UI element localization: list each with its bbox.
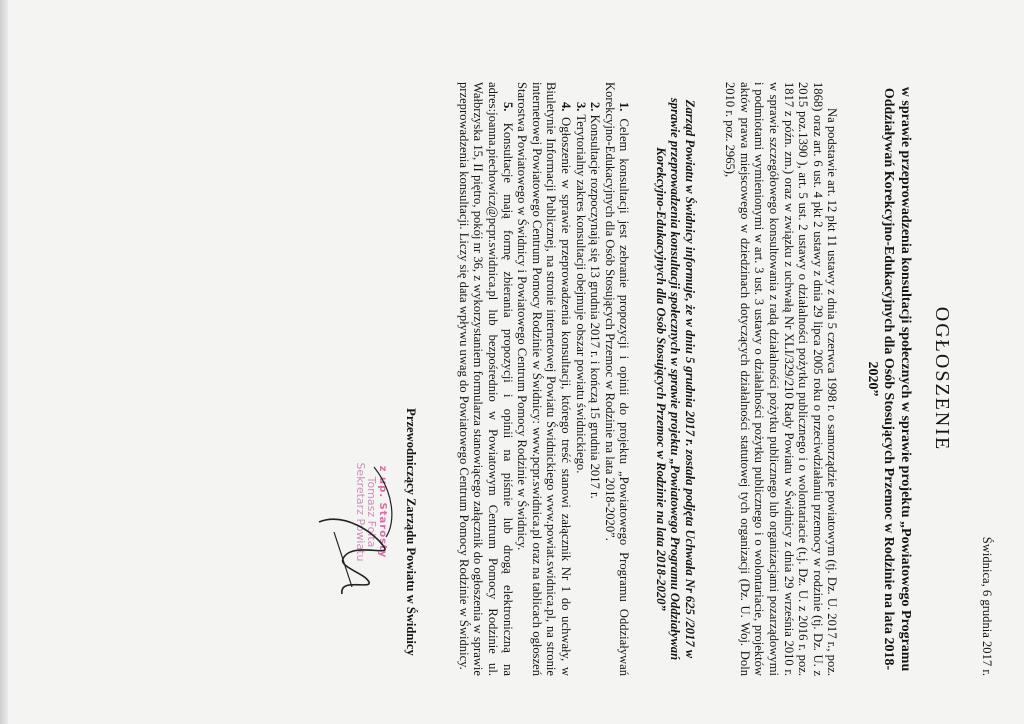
list-item-text: Konsultacje mają formę zbierania propozycji i opinii na piśmie lub drogą elektroniczną na adres:joanna.piechowicz@pcpr.swidnica.pl lub bezpośrednio w Powiatowym Centrum Pomocy Rodzinie ul. Wałbrzyska 15, II piętro, pokój nr 36, z wykorzystaniem formularza stanowiącego załącznik do ogłoszenia w sprawie przeprowadzenia konsultacji. Liczy się data wpływu uwag do Powiatowego Centrum Pomocy Rodzinie w Świdnicy.	[456, 82, 515, 676]
numbered-list	[456, 82, 631, 676]
signature-title: Przewodniczący Zarządu Powiatu w Świdnicy	[404, 408, 419, 656]
list-item-number: 5.	[500, 102, 515, 112]
stamp-line-3: Sekretarz Powiatu	[354, 462, 368, 562]
list-item-number: 3.	[573, 102, 588, 112]
document-date: Świdnica, 6 grudnia 2017 r.	[980, 536, 994, 676]
handwritten-signature	[304, 372, 414, 692]
document-heading: OGŁOSZENIE	[931, 306, 954, 452]
signature-block	[298, 372, 418, 692]
list-item	[456, 82, 514, 676]
list-item	[602, 82, 631, 676]
stamp-line-1: z up. Starosty	[377, 465, 389, 559]
list-item-text: Konsultacje rozpoczynają się 13 grudnia 2017 r. i kończą 15 grudnia 2017 r.	[588, 114, 603, 499]
list-item-number: 1.	[617, 102, 632, 112]
document-page	[22, 22, 1002, 702]
document-subject: w sprawie przeprowadzenia konsultacji społecznych w sprawie projektu „Powiatowego Programu Oddziaływań Korekcyjno-Edukacyjnych dla Osób Stosujących Przemoc w Rodzinie na lata 2018-2020”	[864, 86, 913, 672]
list-item	[515, 82, 573, 676]
scanner-edge	[0, 0, 8, 724]
list-item	[588, 82, 603, 676]
board-notice: Zarząd Powiatu w Świdnicy informuje, że w dniu 5 grudnia 2017 r. została podjęta Uchwała Nr 625 /2017 w sprawie przeprowadzenia konsultacji społecznych w sprawie projektu „Powiatowego Programu Oddziaływań Korekcyjno-Edukacyjnych dla Osób Stosujących Przemoc w Rodzinie na lata 2018-2020”	[653, 97, 697, 661]
list-item-text: Ogłoszenie w sprawie przeprowadzenia konsultacji, którego treść stanowi załącznik Nr 1 do uchwały, w Biuletynie Informacji Publicznej, na stronie internetowej Powiatu Świdnickiego www.powiat.swidnica.pl, na stronie internetowej Powiatowego Centrum Pomocy Rodzinie w Świdnicy: www.pcpr.swidnica.pl oraz na tablicach ogłoszeń Starostwa Powiatowego w Świdnicy i Powiatowego Centrum Pomocy Rodzinie w Świdnicy.	[515, 82, 573, 676]
list-item-text: Terytorialny zakres konsultacji obejmuje obszar powiatu świdnickiego.	[573, 114, 588, 474]
stamp-line-2: Tomasz Folta	[365, 476, 379, 548]
list-item-number: 2.	[588, 102, 603, 112]
legal-basis-paragraph: Na podstawie art. 12 pkt 11 ustawy z dnia 5 czerwca 1998 r. o samorządzie powiatowym (tj. Dz. U. 2017 r., poz. 1868) oraz art. 6 ust. 4 pkt 2 ustawy z dnia 29 lipca 2005 roku o przeciwdziałaniu przemocy w rodzinie (tj. Dz. U. z 2015 poz.1390 ), art. 5 ust. 2 ustawy o działalności pożytku publicznego i o wolontariacie (t.j. Dz. U. z 2016 r. poz. 1817 z późn. zm.) oraz w związku z uchwałą Nr XLI/329/210 Rady Powiatu w Świdnicy z dnia 29 września 2010 r. w sprawie szczegółowego konsultowania z radą działalności pożytku publicznego lub organizacjami pozarządowymi i podmiotami wymienionymi w art. 3 ust. 3 ustawy o działalności pożytku publicznego i o wolontariacie, projektów aktów prawa miejscowego w dziedzinach dotyczących działalności statutowej tych organizacji (Dz. U. Woj. Doln 2010 r. poz. 2965),	[723, 82, 840, 676]
list-item-number: 4.	[558, 102, 573, 112]
list-item-text: Celem konsultacji jest zebranie propozycji i opinii do projektu „Powiatowego Programu Oddziaływań Korekcyjno-Edukacyjnych dla Osób Stosujących Przemoc w Rodzinie na lata 2018-2020”.	[602, 82, 632, 676]
list-item	[573, 82, 588, 676]
